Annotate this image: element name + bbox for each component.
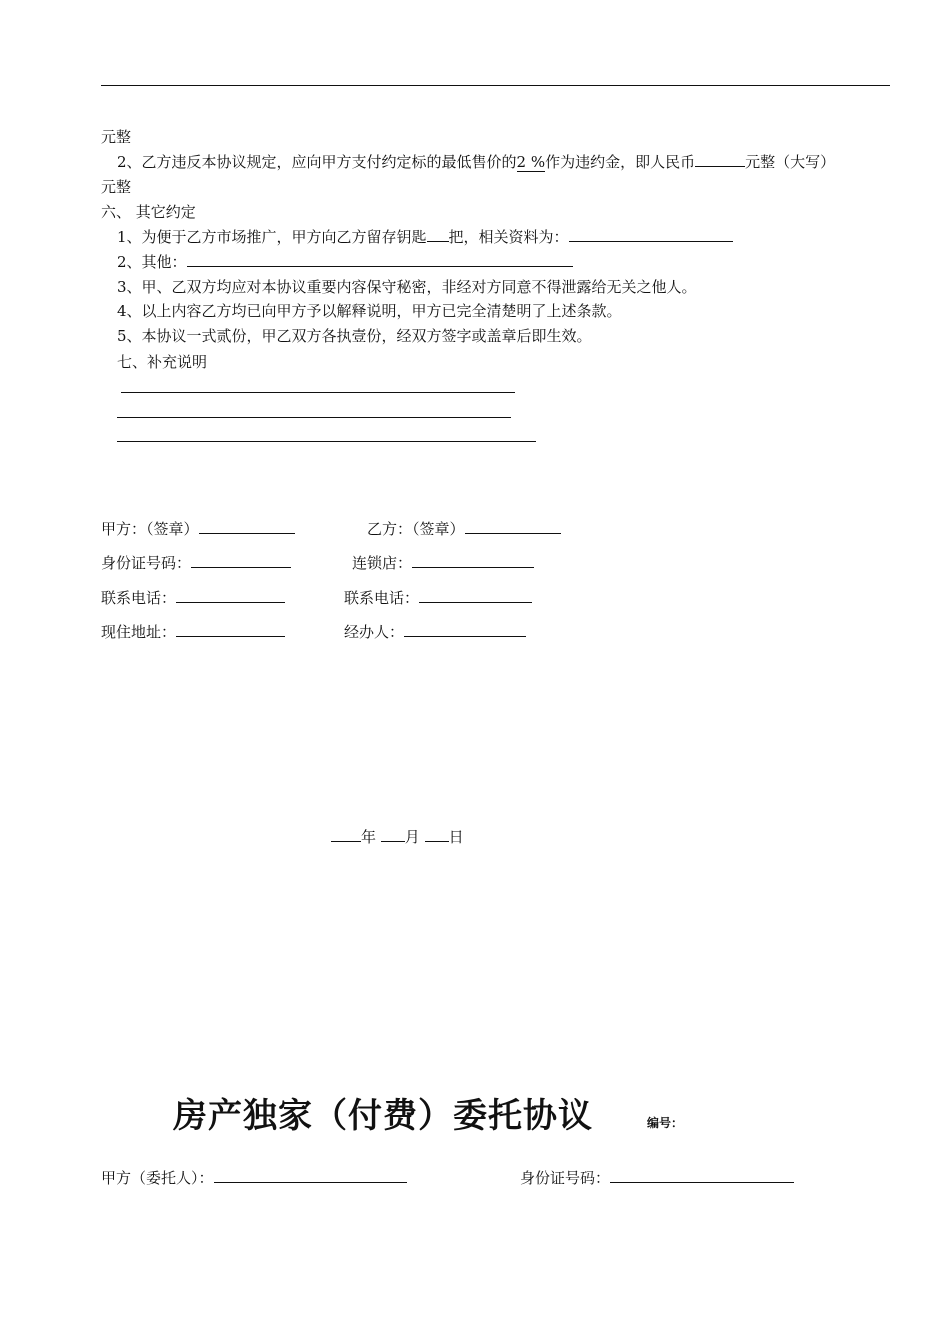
principal-id-label: 身份证号码： bbox=[520, 1169, 611, 1187]
id-number-label: 身份证号码： bbox=[101, 554, 192, 572]
party-a-blank[interactable] bbox=[199, 519, 295, 534]
address-field bbox=[101, 622, 285, 642]
party-b-signature bbox=[367, 519, 561, 539]
date-line bbox=[331, 827, 464, 847]
other-blank[interactable] bbox=[187, 252, 573, 267]
party-a-label: 甲方：（签章） bbox=[101, 520, 199, 538]
id-number-blank[interactable] bbox=[191, 553, 291, 568]
month-label: 月 bbox=[404, 828, 420, 846]
agreement-title: 房产独家（付费）委托协议 bbox=[173, 1096, 593, 1136]
chain-store-blank[interactable] bbox=[412, 553, 534, 568]
penalty-rate: 2 % bbox=[516, 153, 546, 171]
supplement-line[interactable] bbox=[121, 392, 515, 393]
handler-field bbox=[344, 622, 526, 642]
amount-blank[interactable] bbox=[695, 152, 745, 167]
section-heading: 七、补充说明 bbox=[117, 353, 208, 371]
penalty-clause-suffix: 元整（大写） bbox=[745, 153, 836, 171]
principal-label: 甲方（委托人）： bbox=[101, 1169, 214, 1187]
text-line: 元整 bbox=[101, 128, 132, 146]
address-blank[interactable] bbox=[176, 622, 285, 637]
handler-blank[interactable] bbox=[404, 622, 526, 637]
phone-b-label: 联系电话： bbox=[344, 589, 420, 607]
section-heading: 六、 其它约定 bbox=[101, 203, 196, 221]
phone-a-field bbox=[101, 588, 285, 608]
day-blank[interactable] bbox=[425, 827, 449, 842]
year-blank[interactable] bbox=[331, 827, 361, 842]
year-label: 年 bbox=[361, 828, 377, 846]
phone-a-label: 联系电话： bbox=[101, 589, 177, 607]
principal-id-field bbox=[520, 1168, 794, 1188]
materials-blank[interactable] bbox=[569, 227, 733, 242]
chain-store-label: 连锁店： bbox=[352, 554, 413, 572]
party-b-blank[interactable] bbox=[465, 519, 561, 534]
principal-field bbox=[101, 1168, 407, 1188]
day-label: 日 bbox=[448, 828, 464, 846]
phone-b-field bbox=[344, 588, 532, 608]
handler-label: 经办人： bbox=[344, 623, 405, 641]
clause-copies: 5、本协议一式贰份，甲乙双方各执壹份，经双方签字或盖章后即生效。 bbox=[117, 327, 592, 345]
clause-keys bbox=[117, 227, 733, 247]
party-b-label: 乙方：（签章） bbox=[367, 520, 465, 538]
serial-number-label: 编号： bbox=[647, 1116, 684, 1130]
penalty-clause-prefix: 2、乙方违反本协议规定，应向甲方支付约定标的最低售价的 bbox=[117, 153, 517, 171]
clause-other-label: 2、其他： bbox=[117, 253, 187, 271]
party-a-signature bbox=[101, 519, 295, 539]
clause-explanation: 4、以上内容乙方均已向甲方予以解释说明，甲方已完全清楚明了上述条款。 bbox=[117, 302, 622, 320]
clause-keys-mid: 把，相关资料为： bbox=[448, 228, 569, 246]
penalty-clause-mid: 作为违约金，即人民币 bbox=[545, 153, 696, 171]
month-blank[interactable] bbox=[381, 827, 405, 842]
principal-id-blank[interactable] bbox=[610, 1168, 794, 1183]
principal-blank[interactable] bbox=[214, 1168, 407, 1183]
clause-confidentiality: 3、甲、乙双方均应对本协议重要内容保守秘密，非经对方同意不得泄露给无关之他人。 bbox=[117, 278, 697, 296]
supplement-line[interactable] bbox=[117, 441, 536, 442]
key-count-blank[interactable] bbox=[427, 227, 449, 242]
phone-b-blank[interactable] bbox=[419, 588, 532, 603]
text-line: 元整 bbox=[101, 178, 132, 196]
chain-store-field bbox=[352, 553, 534, 573]
clause-other bbox=[117, 252, 573, 272]
penalty-clause bbox=[117, 152, 835, 172]
id-number-field bbox=[101, 553, 291, 573]
phone-a-blank[interactable] bbox=[176, 588, 285, 603]
header-rule bbox=[101, 85, 890, 86]
clause-keys-prefix: 1、为便于乙方市场推广，甲方向乙方留存钥匙 bbox=[117, 228, 427, 246]
supplement-line[interactable] bbox=[117, 417, 511, 418]
address-label: 现住地址： bbox=[101, 623, 177, 641]
